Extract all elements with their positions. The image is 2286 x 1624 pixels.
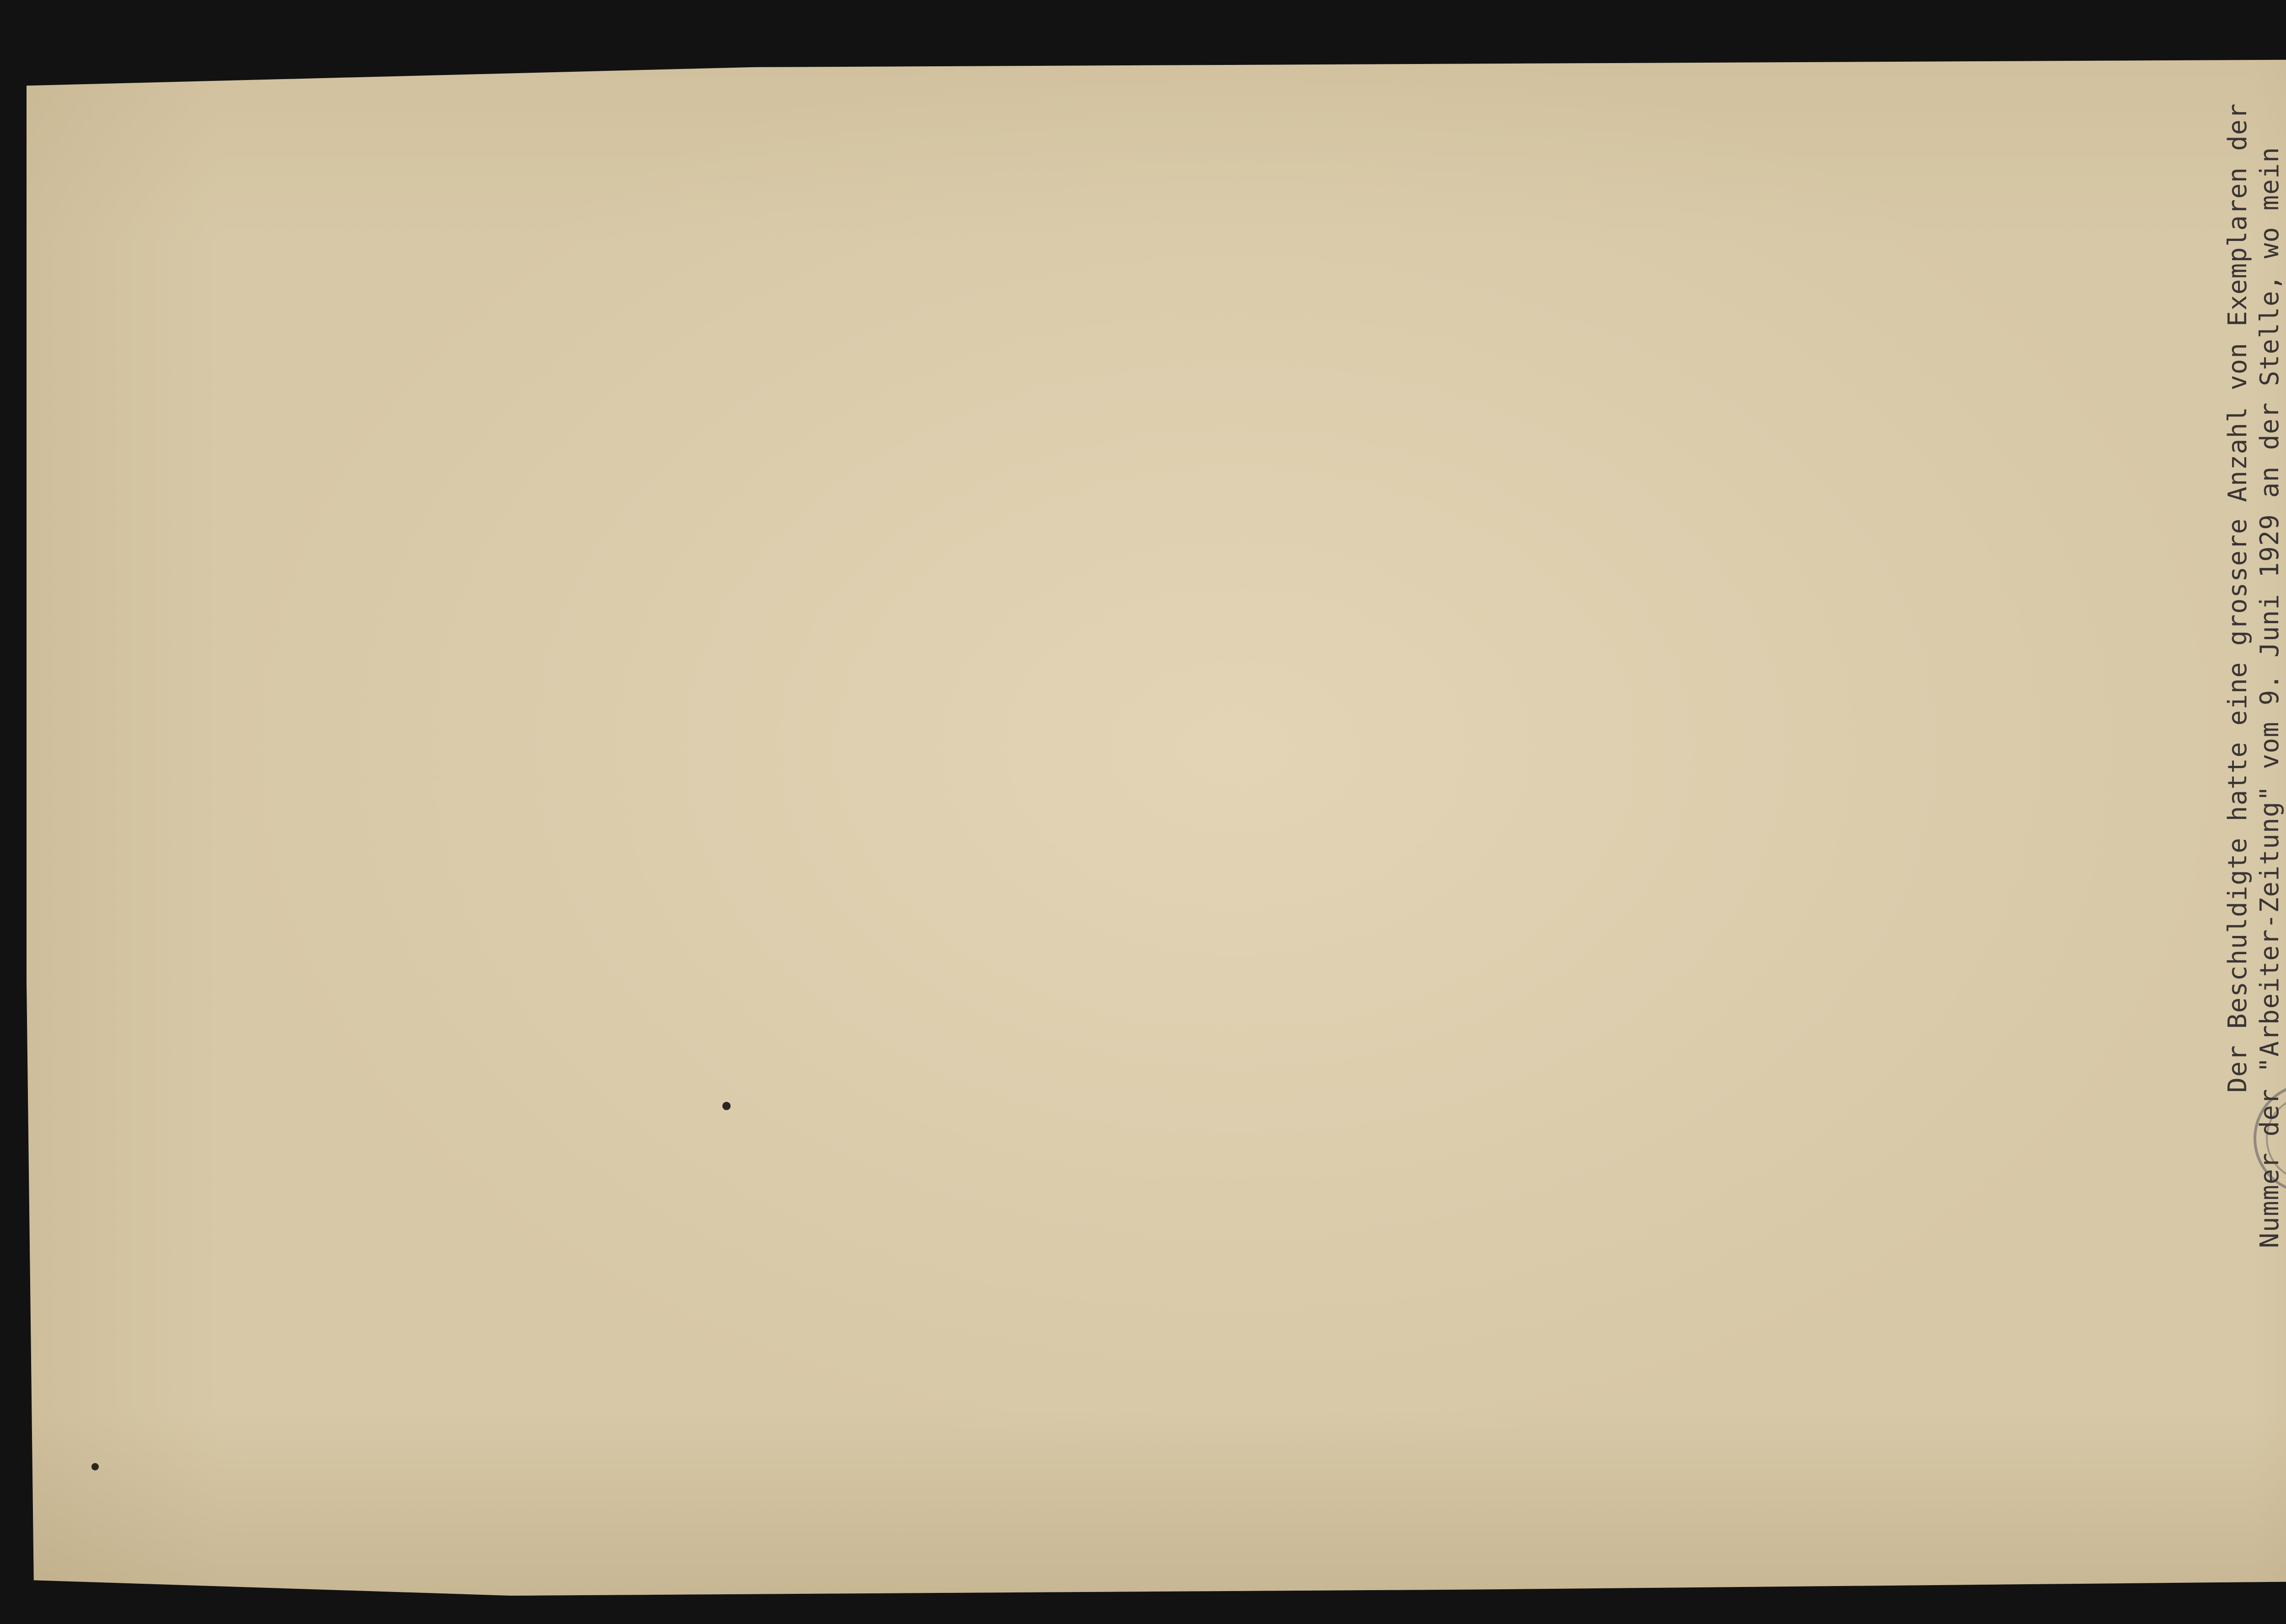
text-line: Nummer der "Arbeiter-Zeitung" vom 9. Juni 1929 an der Stelle, wo mein	[2255, 146, 2285, 1248]
typed-text-body	[2222, 0, 2286, 1248]
ink-spot	[722, 1102, 731, 1110]
paper-sheet	[27, 55, 2286, 1596]
ink-spot	[91, 1463, 99, 1470]
text-line: Der Beschuldigte hatte eine grossere Anzahl von Exemplaren der	[2223, 103, 2253, 1093]
